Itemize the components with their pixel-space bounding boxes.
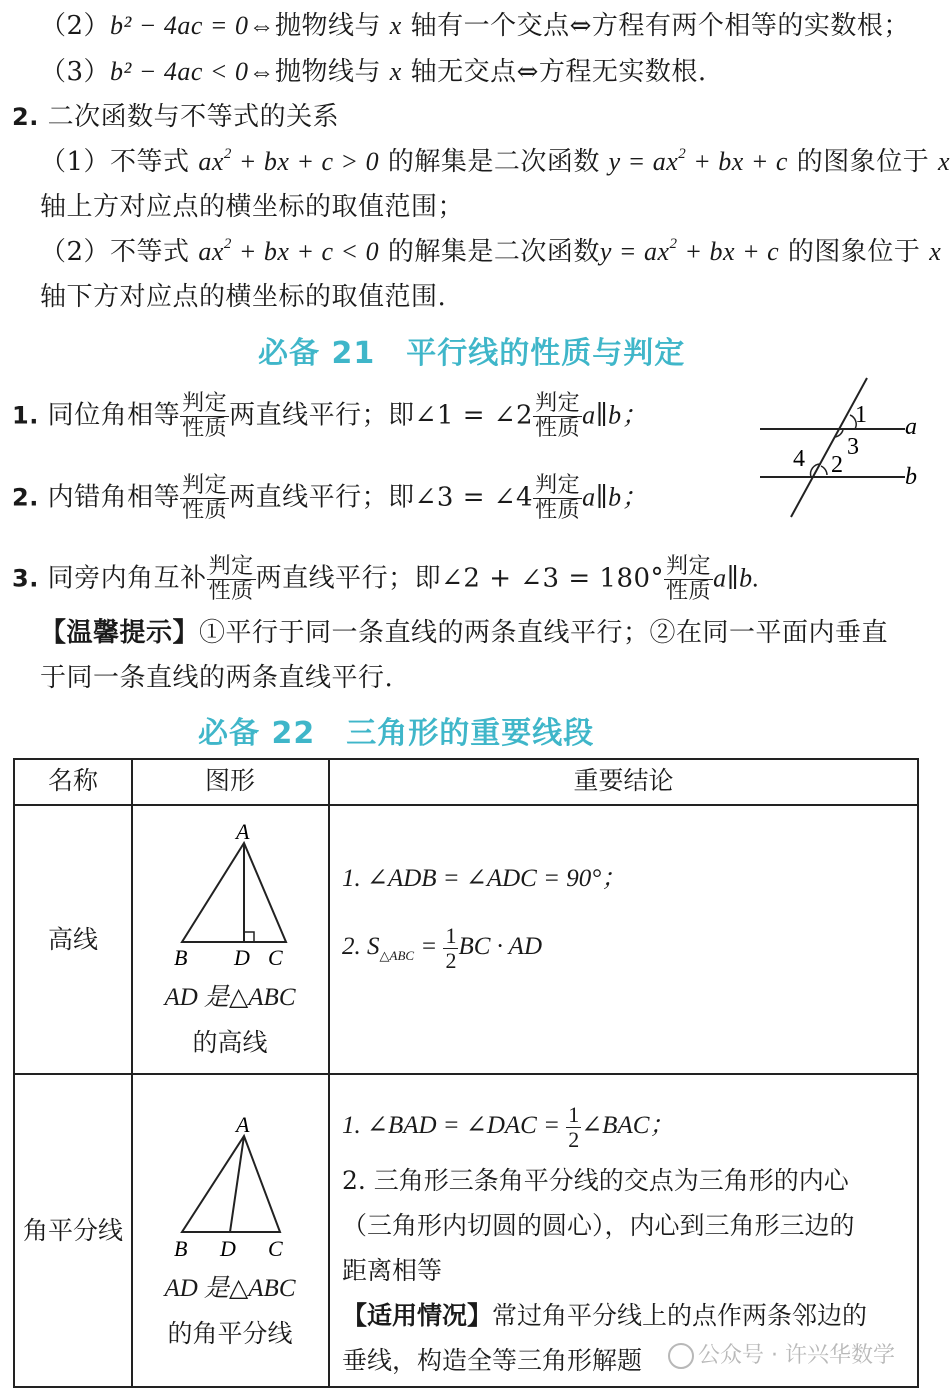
text: BC · AD [458, 933, 543, 961]
tip-text: ①平行于同一条直线的两条直线平行；②在同一平面内垂直 [199, 618, 889, 648]
section-heading: 二次函数与不等式的关系 [47, 102, 340, 132]
row-text: 轴无交点⇔方程无实数根. [410, 57, 707, 87]
frac-bottom: 2 [445, 948, 457, 973]
text: 的解集是二次函数 [387, 147, 600, 177]
tip-line-1 [40, 617, 888, 649]
text: 1. ∠BAD = ∠DAC = [342, 1112, 567, 1140]
text: 同位角相等 [47, 400, 181, 431]
text: 的解集是二次函数 [387, 237, 600, 267]
frac-top: 判定 [208, 554, 254, 579]
text: 同旁内角互补 [47, 563, 207, 594]
row-expr: b² − 4ac = 0⇔ [110, 11, 275, 40]
angle-label-1: 1 [855, 402, 867, 428]
bisector-usage-line-2: 垂线，构造全等三角形解题 [342, 1346, 643, 1375]
section-heading-quadratic-inequality [12, 101, 339, 133]
bisector-caption-1: AD 是△ABC [164, 1275, 296, 1302]
inequality-item-2-line-2: 轴下方对应点的横坐标的取值范围. [40, 282, 447, 312]
table-border-bottom [13, 1386, 919, 1388]
altitude-triangle-figure [160, 815, 300, 975]
text: a∥b. [713, 563, 760, 593]
bisector-conclusion-1 [342, 1103, 674, 1152]
frac-top: 判定 [182, 391, 228, 416]
vertex-label-b: B [174, 945, 188, 970]
angle-label-4: 4 [793, 446, 805, 472]
item-number: 1. [12, 401, 39, 430]
bisector-ad [230, 1136, 244, 1232]
row-text: 抛物线与 [274, 11, 381, 41]
bisector-conclusion-2-line-1: 2. 三角形三条角平分线的交点为三角形的内心 [342, 1166, 849, 1195]
frac-bottom: 性质 [182, 416, 228, 441]
angle-bisector-triangle-figure [160, 1108, 300, 1268]
line-label-b: b [905, 464, 917, 490]
right-angle-mark [244, 932, 254, 942]
text: = [414, 933, 444, 961]
frac-bottom: 性质 [182, 498, 228, 523]
item-number: 3. [12, 564, 39, 593]
inequality-item-1-line-1 [40, 146, 950, 178]
angle-label-2: 2 [831, 452, 843, 478]
frac-bottom: 性质 [666, 579, 712, 604]
table-header-figure: 图形 [204, 766, 255, 795]
vertex-label-a: A [236, 819, 250, 844]
text: （1）不等式 [40, 147, 190, 177]
fraction-judge-property [180, 392, 229, 441]
usage-text: 常过角平分线上的点作两条邻边的 [492, 1301, 868, 1330]
triangle-abc [182, 843, 286, 942]
parallel-lines-figure [755, 372, 925, 522]
table-header-name: 名称 [47, 766, 98, 795]
watermark [668, 1338, 895, 1369]
text: a∥b； [582, 400, 649, 430]
watermark-text: 公众号 · 许兴华数学 [698, 1343, 895, 1368]
table-border-right [917, 758, 919, 1388]
subscript: △ABC [379, 948, 415, 964]
table-col-divider-2 [328, 758, 330, 1388]
math-function: $y = ax^2$ + bx + c [608, 146, 788, 176]
text: （2）不等式 [40, 237, 190, 267]
row-text: 抛物线与 [274, 57, 381, 87]
fraction-judge-property [533, 474, 582, 523]
fraction-judge-property [533, 392, 582, 441]
angle-label-3: 3 [847, 434, 859, 460]
row-text: 轴有一个交点⇔方程有两个相等的实数根； [410, 11, 910, 41]
vertex-label-c: C [268, 945, 283, 970]
frac-top: 1 [568, 1102, 580, 1127]
row-label: （3） [40, 57, 111, 87]
vertex-label-c: C [268, 1236, 283, 1261]
text: 两直线平行；即∠3 = ∠4 [229, 482, 534, 513]
row-var: x [389, 57, 402, 86]
table-row-divider [13, 1073, 919, 1075]
row-var: x [389, 11, 402, 40]
row-name-altitude: 高线 [47, 925, 98, 954]
discriminant-row-3 [40, 56, 707, 88]
altitude-caption-1: AD 是△ABC [164, 984, 296, 1011]
text: 的图象位于 [796, 147, 930, 177]
discriminant-row-2 [40, 10, 910, 42]
text: 2. S [342, 933, 380, 961]
parallel-item-2 [12, 474, 648, 523]
math-function: $y = ax^2$ + bx + c [599, 236, 780, 266]
altitude-conclusion-2 [342, 924, 542, 973]
text: 两直线平行；即∠2 + ∠3 = 180° [255, 563, 665, 594]
text: 的图象位于 [787, 237, 921, 267]
row-label: （2） [40, 11, 111, 41]
triangle-abc [182, 1136, 280, 1232]
fraction-judge-property [207, 555, 256, 604]
frac-top: 判定 [535, 473, 581, 498]
bisector-conclusion-2-line-3: 距离相等 [342, 1256, 443, 1285]
section-22-title: 必备 22 三角形的重要线段 [198, 716, 595, 751]
math-var: x [937, 147, 950, 176]
inequality-item-2-line-1 [40, 236, 941, 268]
item-number: 2. [12, 483, 39, 512]
frac-top: 判定 [182, 473, 228, 498]
text: 内错角相等 [47, 482, 181, 513]
tip-line-2: 于同一条直线的两条直线平行. [40, 663, 394, 693]
row-name-angle-bisector: 角平分线 [22, 1216, 123, 1245]
table-header-divider [13, 804, 919, 806]
table-header-conclusion: 重要结论 [573, 766, 674, 795]
row-expr: b² − 4ac < 0⇔ [110, 57, 275, 86]
fraction-half [443, 924, 458, 973]
vertex-label-d: D [220, 1236, 236, 1261]
vertex-label-b: B [174, 1236, 188, 1261]
parallel-item-3 [12, 555, 760, 604]
frac-bottom: 2 [568, 1127, 580, 1152]
math-var: x [929, 237, 942, 266]
fraction-judge-property [664, 555, 713, 604]
text: ∠BAC； [581, 1112, 675, 1140]
fraction-half [566, 1103, 581, 1152]
bisector-caption-2: 的角平分线 [167, 1319, 293, 1348]
bisector-usage-line-1 [342, 1301, 867, 1331]
vertex-label-d: D [234, 945, 250, 970]
bisector-conclusion-2-line-2: （三角形内切圆的圆心），内心到三角形三边的 [342, 1211, 855, 1240]
altitude-conclusion-1: 1. ∠ADB = ∠ADC = 90°； [342, 865, 627, 892]
wechat-logo-icon [668, 1343, 694, 1369]
table-border-left [13, 758, 15, 1388]
inequality-item-1-line-2: 轴上方对应点的横坐标的取值范围； [40, 192, 465, 222]
section-21-title: 必备 21 平行线的性质与判定 [258, 336, 686, 371]
frac-bottom: 性质 [208, 579, 254, 604]
section-number: 2. [12, 103, 39, 131]
vertex-label-a: A [236, 1112, 250, 1137]
frac-bottom: 性质 [535, 498, 581, 523]
usage-label: 【适用情况】 [342, 1301, 493, 1330]
math-inequality: $ax^2$ + bx + c < 0 [198, 236, 380, 266]
fraction-judge-property [180, 474, 229, 523]
text: a∥b； [582, 482, 649, 512]
frac-top: 判定 [535, 391, 581, 416]
angle-arc-2 [821, 466, 827, 475]
frac-bottom: 性质 [535, 416, 581, 441]
altitude-caption-2: 的高线 [192, 1028, 268, 1057]
parallel-item-1 [12, 392, 648, 441]
line-label-a: a [905, 414, 917, 440]
table-border-top [13, 758, 919, 760]
frac-top: 判定 [666, 554, 712, 579]
tip-label: 【温馨提示】 [40, 618, 200, 648]
math-inequality: $ax^2$ + bx + c > 0 [198, 146, 380, 176]
frac-top: 1 [445, 923, 457, 948]
text: 两直线平行；即∠1 = ∠2 [229, 400, 534, 431]
